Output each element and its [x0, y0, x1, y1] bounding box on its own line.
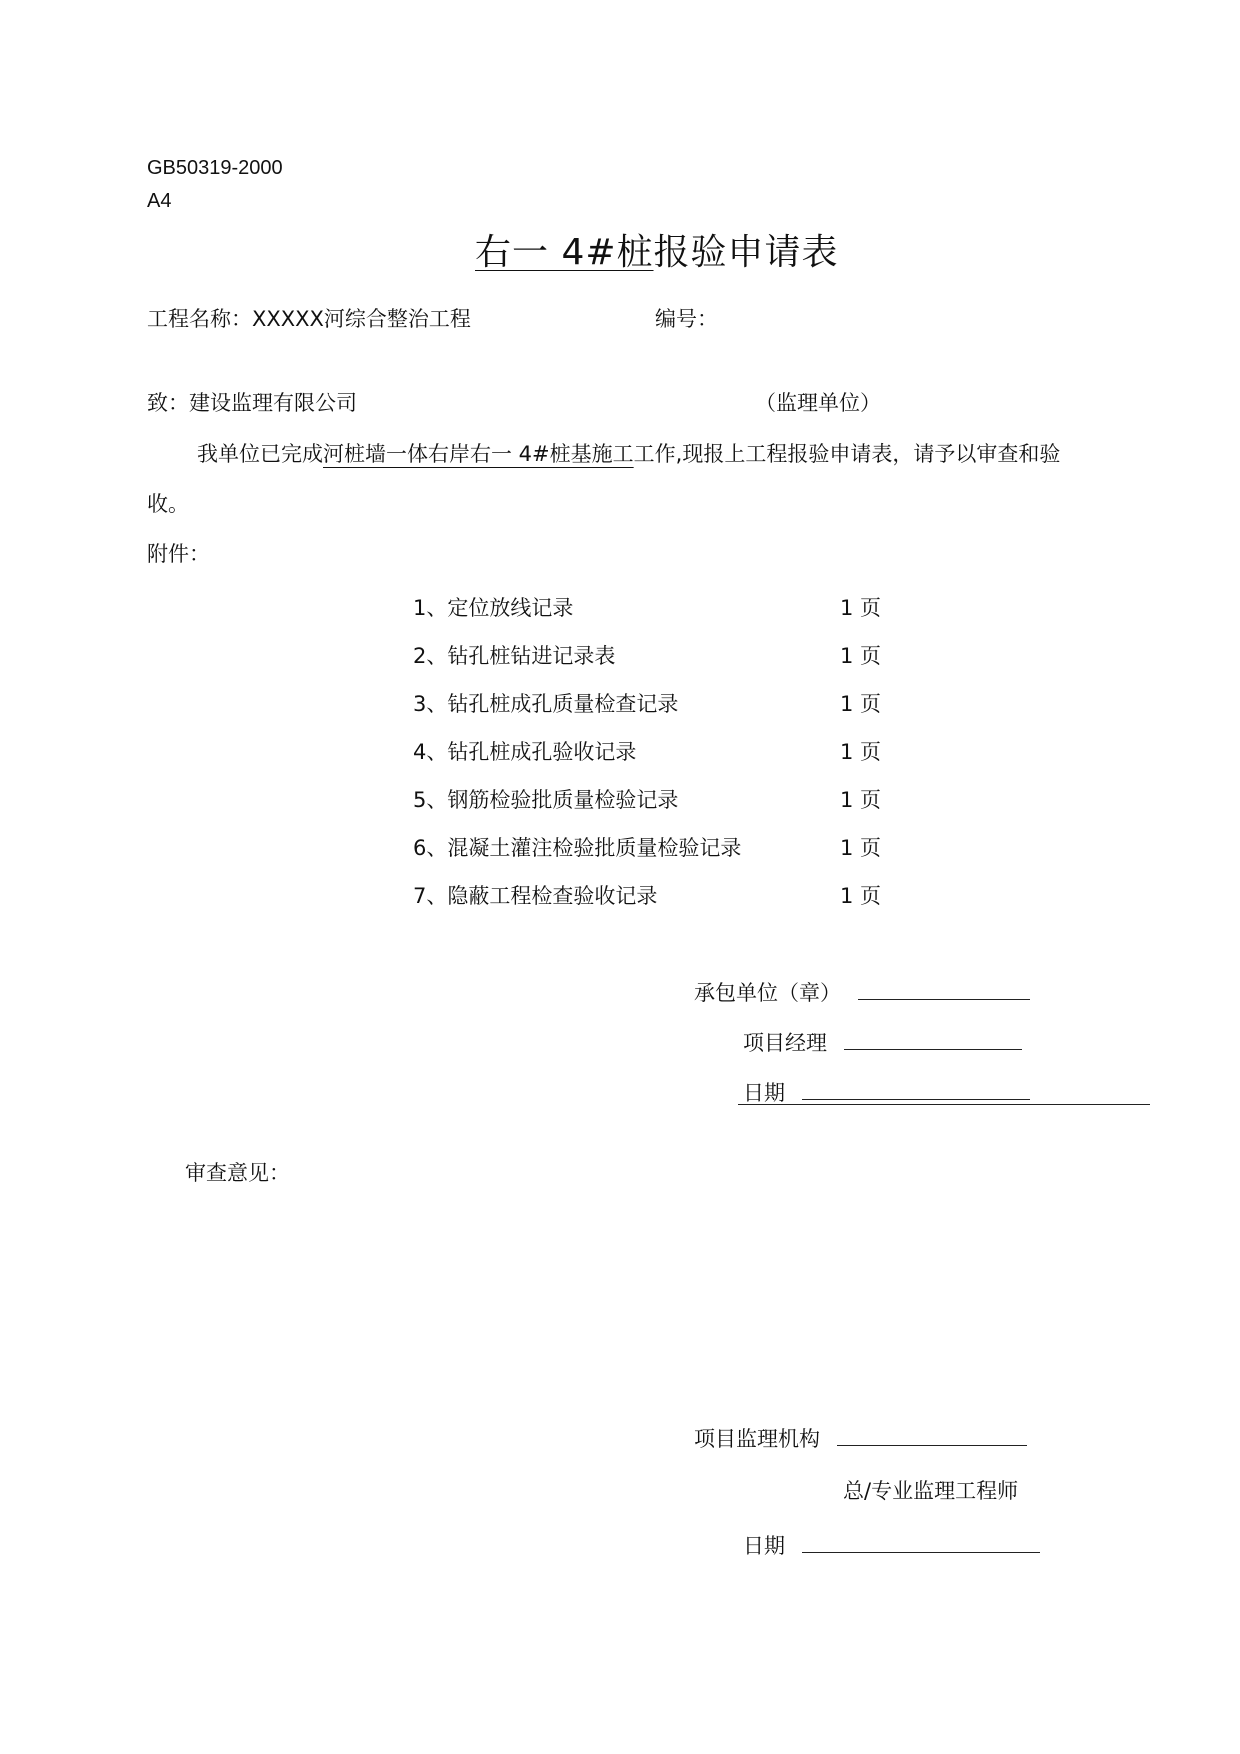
body-intro: 我单位已完成 [197, 442, 323, 466]
attachment-item-6: 6、混凝土灌注检验批质量检验记录 [413, 836, 742, 860]
attachment-item-7: 7、隐蔽工程检查验收记录 [413, 884, 658, 908]
chief-engineer-label: 总/专业监理工程师 [843, 1479, 1019, 1503]
attachments-label: 附件： [147, 542, 210, 566]
recipient-label: 致： [147, 391, 189, 415]
attachment-pages-2: 1 页 [840, 644, 882, 668]
contractor-seal-field[interactable] [858, 981, 1030, 1000]
attachment-item-1: 1、定位放线记录 [413, 596, 574, 620]
attachment-item-2: 2、钻孔桩钻进记录表 [413, 644, 616, 668]
contractor-date-field[interactable] [802, 1081, 1030, 1100]
supervision-org-field[interactable] [837, 1427, 1027, 1446]
review-date-label: 日期 [743, 1534, 785, 1558]
recipient-name: 建设监理有限公司 [189, 391, 357, 415]
attachment-pages-7: 1 页 [840, 884, 882, 908]
body-request: 工作,现报上工程报验申请表，请予以审查和验 [633, 442, 1061, 466]
project-name-line [147, 303, 471, 333]
recipient-role: （监理单位） [755, 391, 881, 415]
body-work-item: 河桩墙一体右岸右一 4#桩基施工 [323, 442, 634, 466]
attachment-pages-5: 1 页 [840, 788, 882, 812]
attachment-item-4: 4、钻孔桩成孔验收记录 [413, 740, 637, 764]
project-name-value: XXXXX河综合整治工程 [252, 307, 471, 331]
body-line-2: 收。 [147, 492, 189, 516]
review-opinion-label: 审查意见： [185, 1161, 290, 1185]
attachment-pages-6: 1 页 [840, 836, 882, 860]
contractor-date-line [743, 1077, 1030, 1107]
body-line-1 [197, 438, 1060, 468]
standard-code: GB50319-2000 [147, 157, 283, 179]
project-manager-signature-field[interactable] [844, 1031, 1022, 1050]
supervision-org-line [694, 1423, 1027, 1453]
recipient-line [147, 387, 357, 417]
supervision-org-label: 项目监理机构 [694, 1427, 820, 1451]
project-name-label: 工程名称： [147, 307, 252, 331]
review-date-line [743, 1530, 1040, 1560]
form-number-label: 编号： [655, 307, 718, 331]
page-title [475, 224, 839, 275]
contractor-unit-label: 承包单位（章） [694, 981, 841, 1005]
project-manager-label: 项目经理 [743, 1031, 827, 1055]
contractor-unit-line [694, 977, 1030, 1007]
title-form-name: 报验申请表 [653, 232, 839, 273]
attachment-pages-4: 1 页 [840, 740, 882, 764]
attachment-item-5: 5、钢筋检验批质量检验记录 [413, 788, 679, 812]
attachment-item-3: 3、钻孔桩成孔质量检查记录 [413, 692, 679, 716]
form-code: A4 [147, 190, 172, 212]
attachment-pages-3: 1 页 [840, 692, 882, 716]
project-manager-line [743, 1027, 1022, 1057]
review-date-field[interactable] [802, 1534, 1040, 1553]
contractor-date-label: 日期 [743, 1081, 785, 1105]
section-divider [738, 1104, 1150, 1105]
attachment-pages-1: 1 页 [840, 596, 882, 620]
title-pile-id: 右一 4#桩 [475, 232, 654, 273]
